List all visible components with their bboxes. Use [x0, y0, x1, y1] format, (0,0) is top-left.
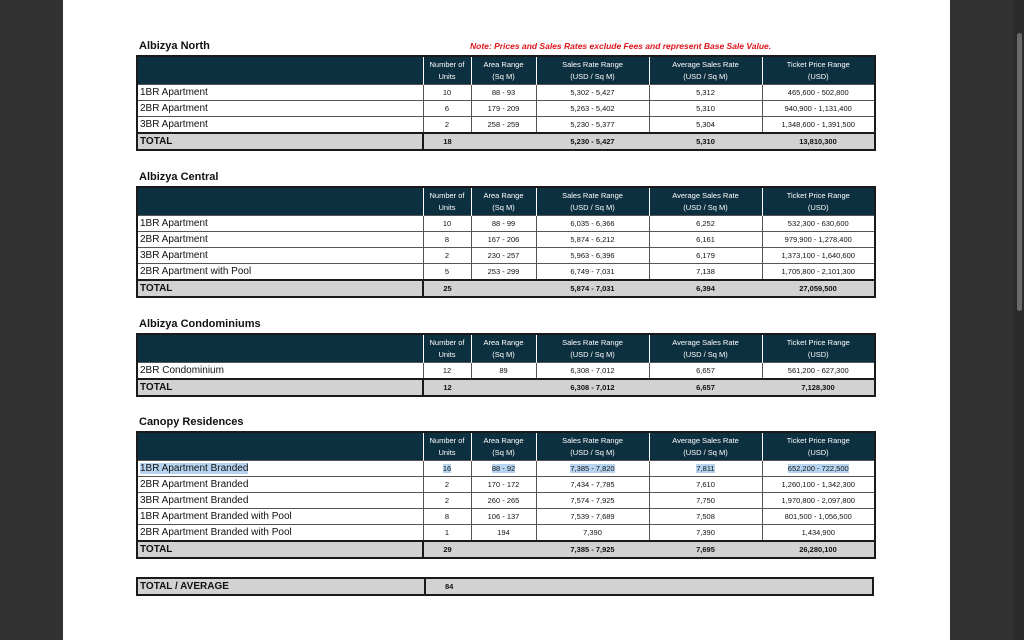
- cell-units-value: 6: [444, 104, 450, 113]
- total-label: TOTAL: [137, 280, 423, 297]
- column-header-avg: [649, 187, 762, 216]
- total-rate: 7,385 - 7,925: [536, 541, 649, 558]
- cell-ticket[interactable]: [762, 363, 875, 380]
- column-header-line: (USD / Sq M): [570, 447, 615, 457]
- cell-rate[interactable]: [536, 461, 649, 477]
- cell-rate[interactable]: [536, 117, 649, 134]
- row-name[interactable]: [137, 248, 423, 264]
- cell-avg-value: 5,304: [696, 120, 715, 129]
- cell-avg-value: 7,508: [696, 512, 715, 521]
- cell-units[interactable]: [423, 101, 471, 117]
- column-header-line: (USD / Sq M): [570, 202, 615, 212]
- grand-total-label: TOTAL / AVERAGE: [137, 578, 425, 595]
- row-name[interactable]: [137, 493, 423, 509]
- total-area: [471, 541, 536, 558]
- cell-area-value: 258 - 259: [487, 120, 520, 129]
- column-header-line: (USD / Sq M): [683, 447, 728, 457]
- column-header-line: (Sq M): [492, 349, 515, 359]
- cell-area-value: 253 - 299: [487, 267, 520, 276]
- cell-avg-value: 7,811: [696, 464, 715, 473]
- table-row[interactable]: [137, 101, 875, 117]
- section-title-canopy-residences: Canopy Residences: [139, 416, 244, 428]
- column-header-units: [423, 432, 471, 461]
- cell-area-value: 167 - 206: [487, 235, 520, 244]
- column-header-area: [471, 334, 536, 363]
- cell-units-value: 5: [444, 267, 450, 276]
- total-area: [471, 379, 536, 396]
- header-blank: [137, 334, 423, 363]
- row-name[interactable]: [137, 461, 423, 477]
- total-ticket: 13,810,300: [762, 133, 875, 150]
- column-header-line: Units: [438, 71, 456, 81]
- cell-area-value: 179 - 209: [487, 104, 520, 113]
- column-header-line: Average Sales Rate: [672, 435, 739, 445]
- total-row: [137, 379, 875, 396]
- cell-rate-value: 5,963 - 6,396: [570, 251, 615, 260]
- cell-rate-value: 6,308 - 7,012: [570, 366, 615, 375]
- cell-units[interactable]: [423, 363, 471, 380]
- table-row[interactable]: [137, 493, 875, 509]
- column-header-line: (USD): [807, 447, 829, 457]
- cell-ticket[interactable]: [762, 477, 875, 493]
- header-row: [137, 432, 875, 461]
- column-header-rate: [536, 187, 649, 216]
- cell-units[interactable]: [423, 216, 471, 232]
- cell-ticket-value: 1,434,900: [801, 528, 835, 537]
- table-row[interactable]: [137, 216, 875, 232]
- column-header-line: Ticket Price Range: [786, 190, 850, 200]
- column-header-ticket: [762, 334, 875, 363]
- cell-area[interactable]: [471, 248, 536, 264]
- total-units: 12: [423, 379, 471, 396]
- column-header-line: Sales Rate Range: [562, 337, 623, 347]
- cell-rate[interactable]: [536, 509, 649, 525]
- cell-units-value: 12: [442, 366, 452, 375]
- cell-ticket-value: 561,200 - 627,300: [787, 366, 849, 375]
- section-title-albizya-central: Albizya Central: [139, 171, 219, 183]
- grand-total-row: [137, 578, 873, 595]
- column-header-line: Units: [438, 202, 456, 212]
- cell-ticket-value: 1,373,100 - 1,640,600: [781, 251, 855, 260]
- column-header-line: Number of: [429, 337, 465, 347]
- column-header-avg: [649, 432, 762, 461]
- cell-ticket[interactable]: [762, 216, 875, 232]
- cell-rate[interactable]: [536, 493, 649, 509]
- total-label: TOTAL: [137, 379, 423, 396]
- cell-rate[interactable]: [536, 85, 649, 101]
- cell-avg[interactable]: [649, 101, 762, 117]
- row-name-text: 1BR Apartment Branded: [140, 463, 249, 474]
- column-header-line: Number of: [429, 435, 465, 445]
- cell-area[interactable]: [471, 363, 536, 380]
- total-label: TOTAL: [137, 541, 423, 558]
- column-header-area: [471, 432, 536, 461]
- cell-units-value: 2: [444, 251, 450, 260]
- cell-units[interactable]: [423, 477, 471, 493]
- cell-area-value: 89: [499, 366, 508, 375]
- cell-units[interactable]: [423, 525, 471, 542]
- cell-rate-value: 7,385 - 7,820: [570, 464, 615, 473]
- table-row[interactable]: [137, 509, 875, 525]
- cell-ticket[interactable]: [762, 525, 875, 542]
- cell-rate-value: 7,434 - 7,785: [570, 480, 615, 489]
- total-ticket: 26,280,100: [762, 541, 875, 558]
- row-name-text: 3BR Apartment Branded: [140, 495, 249, 506]
- cell-rate-value: 6,749 - 7,031: [570, 267, 615, 276]
- total-rate: 6,308 - 7,012: [536, 379, 649, 396]
- total-avg: 6,657: [649, 379, 762, 396]
- row-name[interactable]: [137, 509, 423, 525]
- table-row[interactable]: [137, 248, 875, 264]
- cell-units-value: 2: [444, 496, 450, 505]
- row-name-text: 1BR Apartment: [140, 218, 208, 229]
- cell-ticket-value: 1,260,100 - 1,342,300: [781, 480, 855, 489]
- cell-area[interactable]: [471, 477, 536, 493]
- table-albizya-condominiums: [136, 333, 876, 397]
- cell-units[interactable]: [423, 461, 471, 477]
- cell-ticket[interactable]: [762, 509, 875, 525]
- cell-rate-value: 5,263 - 5,402: [570, 104, 615, 113]
- table-row[interactable]: [137, 477, 875, 493]
- column-header-line: (Sq M): [492, 447, 515, 457]
- column-header-area: [471, 56, 536, 85]
- total-units: 29: [423, 541, 471, 558]
- row-name-text: 3BR Apartment: [140, 250, 208, 261]
- header-row: [137, 56, 875, 85]
- cell-avg-value: 5,312: [696, 88, 715, 97]
- total-avg: 6,394: [649, 280, 762, 297]
- cell-area[interactable]: [471, 461, 536, 477]
- column-header-units: [423, 187, 471, 216]
- column-header-units: [423, 56, 471, 85]
- row-name-text: 2BR Apartment Branded with Pool: [140, 527, 292, 538]
- cell-area[interactable]: [471, 232, 536, 248]
- cell-avg-value: 5,310: [696, 104, 715, 113]
- cell-area-value: 88 - 99: [491, 219, 516, 228]
- column-header-line: (USD): [807, 71, 829, 81]
- cell-area[interactable]: [471, 493, 536, 509]
- column-header-line: Ticket Price Range: [786, 435, 850, 445]
- column-header-line: Ticket Price Range: [786, 337, 850, 347]
- table-row[interactable]: [137, 85, 875, 101]
- cell-rate-value: 5,230 - 5,377: [570, 120, 615, 129]
- cell-avg[interactable]: [649, 264, 762, 281]
- column-header-rate: [536, 334, 649, 363]
- cell-ticket-value: 940,900 - 1,131,400: [784, 104, 852, 113]
- cell-units-value: 16: [442, 464, 452, 473]
- column-header-ticket: [762, 187, 875, 216]
- cell-avg[interactable]: [649, 509, 762, 525]
- column-header-line: (USD / Sq M): [683, 202, 728, 212]
- row-name-text: 2BR Apartment: [140, 234, 208, 245]
- cell-units[interactable]: [423, 117, 471, 134]
- cell-avg-value: 6,179: [696, 251, 715, 260]
- row-name-text: 3BR Apartment: [140, 119, 208, 130]
- column-header-line: Sales Rate Range: [562, 435, 623, 445]
- cell-units[interactable]: [423, 493, 471, 509]
- column-header-line: (USD): [807, 349, 829, 359]
- cell-avg[interactable]: [649, 85, 762, 101]
- header-row: [137, 334, 875, 363]
- cell-avg[interactable]: [649, 461, 762, 477]
- table-row[interactable]: [137, 232, 875, 248]
- cell-avg-value: 6,252: [696, 219, 715, 228]
- cell-ticket-value: 1,705,800 - 2,101,300: [781, 267, 855, 276]
- total-row: [137, 280, 875, 297]
- cell-rate-value: 7,574 - 7,925: [570, 496, 615, 505]
- column-header-line: Average Sales Rate: [672, 59, 739, 69]
- cell-area-value: 194: [497, 528, 510, 537]
- cell-units[interactable]: [423, 509, 471, 525]
- column-header-line: Area Range: [483, 59, 524, 69]
- cell-area[interactable]: [471, 117, 536, 134]
- cell-avg-value: 7,610: [696, 480, 715, 489]
- cell-avg[interactable]: [649, 477, 762, 493]
- row-name[interactable]: [137, 101, 423, 117]
- column-header-avg: [649, 56, 762, 85]
- cell-rate-value: 5,302 - 5,427: [570, 88, 615, 97]
- column-header-line: (USD / Sq M): [570, 349, 615, 359]
- cell-ticket-value: 652,200 - 722,500: [787, 464, 849, 473]
- column-header-line: Average Sales Rate: [672, 337, 739, 347]
- total-ticket: 7,128,300: [762, 379, 875, 396]
- cell-ticket-value: 532,300 - 630,600: [787, 219, 849, 228]
- cell-area-value: 88 - 92: [491, 464, 516, 473]
- row-name-text: 2BR Apartment with Pool: [140, 266, 252, 277]
- total-units: 25: [423, 280, 471, 297]
- cell-avg[interactable]: [649, 117, 762, 134]
- row-name[interactable]: [137, 117, 423, 134]
- column-header-avg: [649, 334, 762, 363]
- cell-avg-value: 7,138: [696, 267, 715, 276]
- column-header-line: Ticket Price Range: [786, 59, 850, 69]
- cell-units-value: 2: [444, 120, 450, 129]
- cell-avg[interactable]: [649, 232, 762, 248]
- row-name-text: 1BR Apartment Branded with Pool: [140, 511, 292, 522]
- cell-rate[interactable]: [536, 264, 649, 281]
- cell-units[interactable]: [423, 85, 471, 101]
- table-albizya-north: [136, 55, 876, 151]
- cell-area-value: 88 - 93: [491, 88, 516, 97]
- cell-area-value: 170 - 172: [487, 480, 520, 489]
- header-blank: [137, 187, 423, 216]
- cell-units[interactable]: [423, 248, 471, 264]
- cell-rate-value: 5,874 - 6,212: [570, 235, 615, 244]
- cell-units[interactable]: [423, 264, 471, 281]
- total-ticket: 27,059,500: [762, 280, 875, 297]
- cell-area[interactable]: [471, 525, 536, 542]
- cell-ticket-value: 465,600 - 502,800: [787, 88, 849, 97]
- column-header-area: [471, 187, 536, 216]
- cell-ticket[interactable]: [762, 493, 875, 509]
- cell-units-value: 2: [444, 480, 450, 489]
- cell-avg[interactable]: [649, 493, 762, 509]
- cell-ticket-value: 979,900 - 1,278,400: [784, 235, 852, 244]
- row-name-text: 2BR Apartment Branded: [140, 479, 249, 490]
- cell-avg[interactable]: [649, 525, 762, 542]
- cell-rate[interactable]: [536, 525, 649, 542]
- cell-area[interactable]: [471, 509, 536, 525]
- row-name-text: 2BR Condominium: [140, 365, 224, 376]
- column-header-line: Number of: [429, 190, 465, 200]
- column-header-units: [423, 334, 471, 363]
- cell-ticket[interactable]: [762, 85, 875, 101]
- total-row: [137, 541, 875, 558]
- cell-ticket-value: 1,348,600 - 1,391,500: [781, 120, 855, 129]
- total-area: [471, 280, 536, 297]
- cell-rate-value: 6,035 - 6,366: [570, 219, 615, 228]
- total-avg: 5,310: [649, 133, 762, 150]
- row-name-text: 1BR Apartment: [140, 87, 208, 98]
- total-units: 18: [423, 133, 471, 150]
- column-header-rate: [536, 432, 649, 461]
- cell-units-value: 8: [444, 235, 450, 244]
- cell-rate[interactable]: [536, 248, 649, 264]
- cell-area-value: 106 - 137: [487, 512, 520, 521]
- table-albizya-central: [136, 186, 876, 298]
- section-title-albizya-north: Albizya North: [139, 40, 210, 52]
- grand-total-table: [136, 577, 874, 596]
- table-row[interactable]: [137, 461, 875, 477]
- column-header-line: Units: [438, 447, 456, 457]
- column-header-line: Area Range: [483, 435, 524, 445]
- row-name[interactable]: [137, 525, 423, 542]
- header-blank: [137, 432, 423, 461]
- cell-area[interactable]: [471, 264, 536, 281]
- cell-avg[interactable]: [649, 216, 762, 232]
- cell-rate[interactable]: [536, 216, 649, 232]
- column-header-line: Area Range: [483, 190, 524, 200]
- column-header-line: (USD / Sq M): [683, 349, 728, 359]
- cell-ticket[interactable]: [762, 264, 875, 281]
- total-row: [137, 133, 875, 150]
- cell-avg-value: 7,390: [696, 528, 715, 537]
- column-header-line: (USD): [807, 202, 829, 212]
- row-name[interactable]: [137, 216, 423, 232]
- column-header-rate: [536, 56, 649, 85]
- header-row: [137, 187, 875, 216]
- cell-rate-value: 7,390: [583, 528, 602, 537]
- total-rate: 5,874 - 7,031: [536, 280, 649, 297]
- column-header-line: (USD / Sq M): [683, 71, 728, 81]
- cell-area-value: 230 - 257: [487, 251, 520, 260]
- section-title-albizya-condominiums: Albizya Condominiums: [139, 318, 261, 330]
- column-header-line: Area Range: [483, 337, 524, 347]
- cell-ticket-value: 1,970,800 - 2,097,800: [781, 496, 855, 505]
- cell-ticket[interactable]: [762, 232, 875, 248]
- cell-ticket[interactable]: [762, 461, 875, 477]
- column-header-line: (Sq M): [492, 202, 515, 212]
- cell-avg-value: 7,750: [696, 496, 715, 505]
- cell-units-value: 10: [442, 88, 452, 97]
- scrollbar-thumb[interactable]: [1017, 33, 1022, 311]
- row-name-text: 2BR Apartment: [140, 103, 208, 114]
- column-header-line: (USD / Sq M): [570, 71, 615, 81]
- cell-ticket[interactable]: [762, 248, 875, 264]
- row-name[interactable]: [137, 232, 423, 248]
- cell-area[interactable]: [471, 216, 536, 232]
- column-header-line: Sales Rate Range: [562, 190, 623, 200]
- cell-ticket-value: 801,500 - 1,056,500: [784, 512, 852, 521]
- grand-total-units: 84: [425, 578, 873, 595]
- cell-ticket[interactable]: [762, 101, 875, 117]
- column-header-ticket: [762, 432, 875, 461]
- cell-units-value: 10: [442, 219, 452, 228]
- table-row[interactable]: [137, 525, 875, 542]
- header-blank: [137, 56, 423, 85]
- cell-units-value: 1: [444, 528, 450, 537]
- cell-units[interactable]: [423, 232, 471, 248]
- column-header-line: Units: [438, 349, 456, 359]
- cell-rate-value: 7,539 - 7,689: [570, 512, 615, 521]
- cell-area[interactable]: [471, 85, 536, 101]
- column-header-line: Average Sales Rate: [672, 190, 739, 200]
- row-name[interactable]: [137, 85, 423, 101]
- table-row[interactable]: [137, 117, 875, 134]
- total-label: TOTAL: [137, 133, 423, 150]
- row-name[interactable]: [137, 363, 423, 380]
- cell-avg-value: 6,657: [696, 366, 715, 375]
- column-header-line: Number of: [429, 59, 465, 69]
- cell-avg[interactable]: [649, 248, 762, 264]
- cell-rate[interactable]: [536, 101, 649, 117]
- table-row[interactable]: [137, 363, 875, 380]
- pricing-note: Note: Prices and Sales Rates exclude Fees and represent Base Sale Value.: [470, 41, 772, 51]
- cell-rate[interactable]: [536, 232, 649, 248]
- cell-rate[interactable]: [536, 477, 649, 493]
- total-avg: 7,695: [649, 541, 762, 558]
- row-name[interactable]: [137, 477, 423, 493]
- column-header-line: Sales Rate Range: [562, 59, 623, 69]
- cell-ticket[interactable]: [762, 117, 875, 134]
- column-header-line: (Sq M): [492, 71, 515, 81]
- cell-avg[interactable]: [649, 363, 762, 380]
- cell-avg-value: 6,161: [696, 235, 715, 244]
- cell-rate[interactable]: [536, 363, 649, 380]
- cell-area-value: 260 - 265: [487, 496, 520, 505]
- total-area: [471, 133, 536, 150]
- column-header-ticket: [762, 56, 875, 85]
- cell-area[interactable]: [471, 101, 536, 117]
- row-name[interactable]: [137, 264, 423, 281]
- total-rate: 5,230 - 5,427: [536, 133, 649, 150]
- cell-units-value: 8: [444, 512, 450, 521]
- table-row[interactable]: [137, 264, 875, 281]
- table-canopy-residences: [136, 431, 876, 559]
